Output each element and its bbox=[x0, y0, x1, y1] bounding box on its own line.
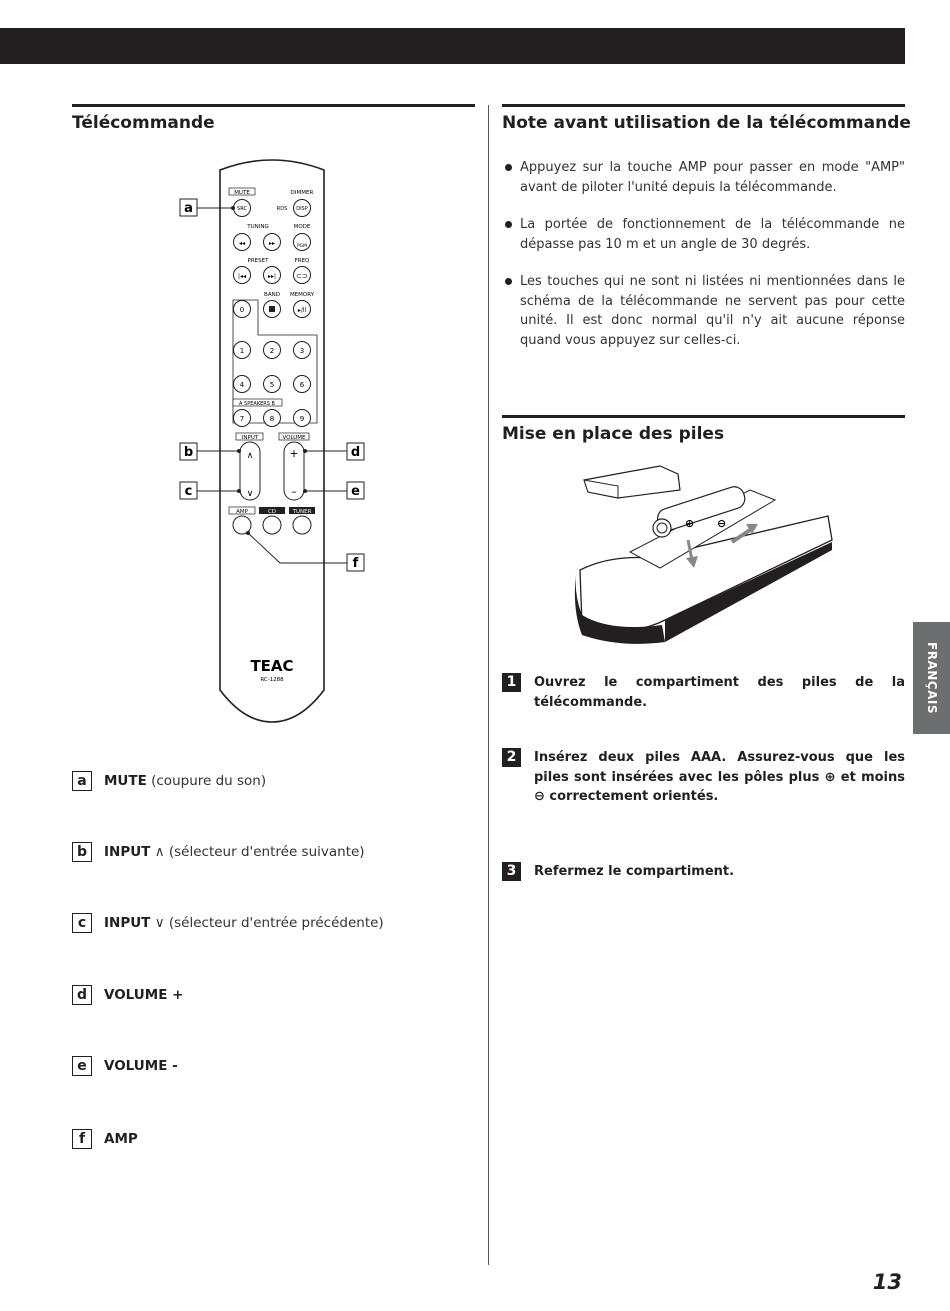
svg-text:MEMORY: MEMORY bbox=[289, 292, 315, 298]
svg-text:SRC: SRC bbox=[237, 206, 247, 212]
svg-text:∨: ∨ bbox=[246, 489, 254, 499]
callout-d bbox=[347, 443, 364, 460]
digit-3-button bbox=[294, 342, 311, 359]
note-bullet: Les touches qui ne sont ni listées ni mentionnées dans le schéma de la télécommande ne servent pas pour cette unité. Il est donc normal qu'il n'y ait aucune réponse quand vous appuyez sur celles-ci. bbox=[503, 272, 905, 350]
svg-text:1: 1 bbox=[239, 347, 245, 355]
svg-text:AMP: AMP bbox=[236, 509, 248, 515]
digit-4-button bbox=[234, 376, 251, 393]
svg-text:RDS: RDS bbox=[276, 206, 288, 212]
callout-f bbox=[347, 554, 364, 571]
svg-text:+: + bbox=[289, 447, 299, 460]
svg-text:|◂◂: |◂◂ bbox=[237, 273, 247, 280]
svg-text:TUNING: TUNING bbox=[247, 224, 269, 230]
svg-text:INPUT: INPUT bbox=[241, 435, 259, 441]
svg-text:e: e bbox=[351, 484, 360, 499]
digit-5-button bbox=[264, 376, 281, 393]
svg-text:▸▸|: ▸▸| bbox=[267, 273, 277, 280]
remote-control-diagram bbox=[0, 0, 480, 740]
brand-logo: TEAC bbox=[250, 657, 294, 675]
note-section-title: Note avant utilisation de la télécommande bbox=[502, 113, 911, 133]
svg-text:–: – bbox=[291, 485, 297, 498]
svg-text:c: c bbox=[184, 484, 193, 499]
svg-text:⊕: ⊕ bbox=[685, 517, 695, 530]
svg-text:5: 5 bbox=[269, 381, 275, 389]
svg-text:A SPEAKERS B: A SPEAKERS B bbox=[239, 401, 275, 407]
digit-7-button bbox=[234, 410, 251, 427]
model-name: RC-1288 bbox=[260, 677, 284, 683]
column-divider bbox=[488, 105, 489, 1265]
section-rule-batteries bbox=[502, 415, 905, 418]
svg-text:f: f bbox=[352, 556, 359, 571]
svg-text:⊂⊃: ⊂⊃ bbox=[296, 272, 308, 280]
legend-item-b: b INPUT ∧ (sélecteur d'entrée suivante) bbox=[72, 842, 472, 862]
dimmer-label: DIMMER bbox=[290, 190, 314, 196]
legend-item-a: a MUTE (coupure du son) bbox=[72, 771, 472, 791]
callout-a bbox=[180, 199, 197, 216]
page-number: 13 bbox=[872, 1270, 902, 1294]
legend-item-e: e VOLUME - bbox=[72, 1056, 472, 1076]
digit-8-button bbox=[264, 410, 281, 427]
svg-text:b: b bbox=[183, 445, 194, 460]
batteries-section-title: Mise en place des piles bbox=[502, 424, 725, 444]
svg-text:PGM: PGM bbox=[296, 244, 308, 249]
digit-2-button bbox=[264, 342, 281, 359]
step-3: 3 Refermez le compartiment. bbox=[502, 862, 905, 882]
section-rule-note bbox=[502, 104, 905, 107]
svg-text:7: 7 bbox=[239, 415, 245, 423]
step-2: 2 Insérez deux piles AAA. Assurez-vous que les piles sont insérées avec les pôles plus ⊕ et moins ⊖ correctement orientés. bbox=[502, 748, 905, 807]
svg-text:a: a bbox=[184, 201, 193, 216]
digit-9-button bbox=[294, 410, 311, 427]
svg-text:VOLUME: VOLUME bbox=[282, 435, 306, 441]
svg-text:8: 8 bbox=[269, 415, 275, 423]
svg-text:◂◂: ◂◂ bbox=[238, 240, 246, 247]
callout-b bbox=[180, 443, 197, 460]
legend-item-c: c INPUT ∨ (sélecteur d'entrée précédente) bbox=[72, 913, 472, 933]
battery-install-illustration bbox=[570, 460, 840, 650]
svg-text:d: d bbox=[350, 445, 361, 460]
svg-text:FREQ: FREQ bbox=[294, 258, 310, 264]
svg-text:⊖: ⊖ bbox=[717, 517, 727, 530]
tuner-button bbox=[293, 516, 311, 534]
svg-text:▸/ll: ▸/ll bbox=[297, 307, 307, 314]
digit-6-button bbox=[294, 376, 311, 393]
svg-text:▸▸: ▸▸ bbox=[268, 240, 276, 247]
callout-c bbox=[180, 482, 197, 499]
svg-text:∧: ∧ bbox=[246, 451, 254, 461]
svg-text:DISP: DISP bbox=[296, 206, 308, 212]
digit-1-button bbox=[234, 342, 251, 359]
svg-text:0: 0 bbox=[239, 306, 245, 314]
note-bullet: Appuyez sur la touche AMP pour passer en mode "AMP" avant de piloter l'unité depuis la télécommande. bbox=[503, 158, 905, 197]
remote-section-title: Télécommande bbox=[72, 113, 215, 133]
mute-label: MUTE bbox=[234, 190, 250, 196]
svg-text:CD: CD bbox=[267, 509, 277, 515]
legend-item-f: f AMP bbox=[72, 1129, 472, 1149]
svg-text:2: 2 bbox=[269, 347, 275, 355]
step-1: 1 Ouvrez le compartiment des piles de la télécommande. bbox=[502, 673, 905, 712]
svg-text:4: 4 bbox=[239, 381, 245, 389]
cd-button bbox=[263, 516, 281, 534]
callout-e bbox=[347, 482, 364, 499]
svg-text:9: 9 bbox=[299, 415, 305, 423]
svg-text:6: 6 bbox=[299, 381, 305, 389]
svg-text:TUNER: TUNER bbox=[292, 509, 312, 515]
language-tab: FRANÇAIS bbox=[913, 622, 950, 734]
svg-text:3: 3 bbox=[299, 347, 305, 355]
note-bullet: La portée de fonctionnement de la télécommande ne dépasse pas 10 m et un angle de 30 degrés. bbox=[503, 215, 905, 254]
legend-item-d: d VOLUME + bbox=[72, 985, 472, 1005]
svg-text:BAND: BAND bbox=[264, 292, 280, 298]
note-bullet-list bbox=[503, 158, 905, 368]
svg-text:MODE: MODE bbox=[293, 224, 311, 230]
svg-text:PRESET: PRESET bbox=[247, 258, 269, 264]
